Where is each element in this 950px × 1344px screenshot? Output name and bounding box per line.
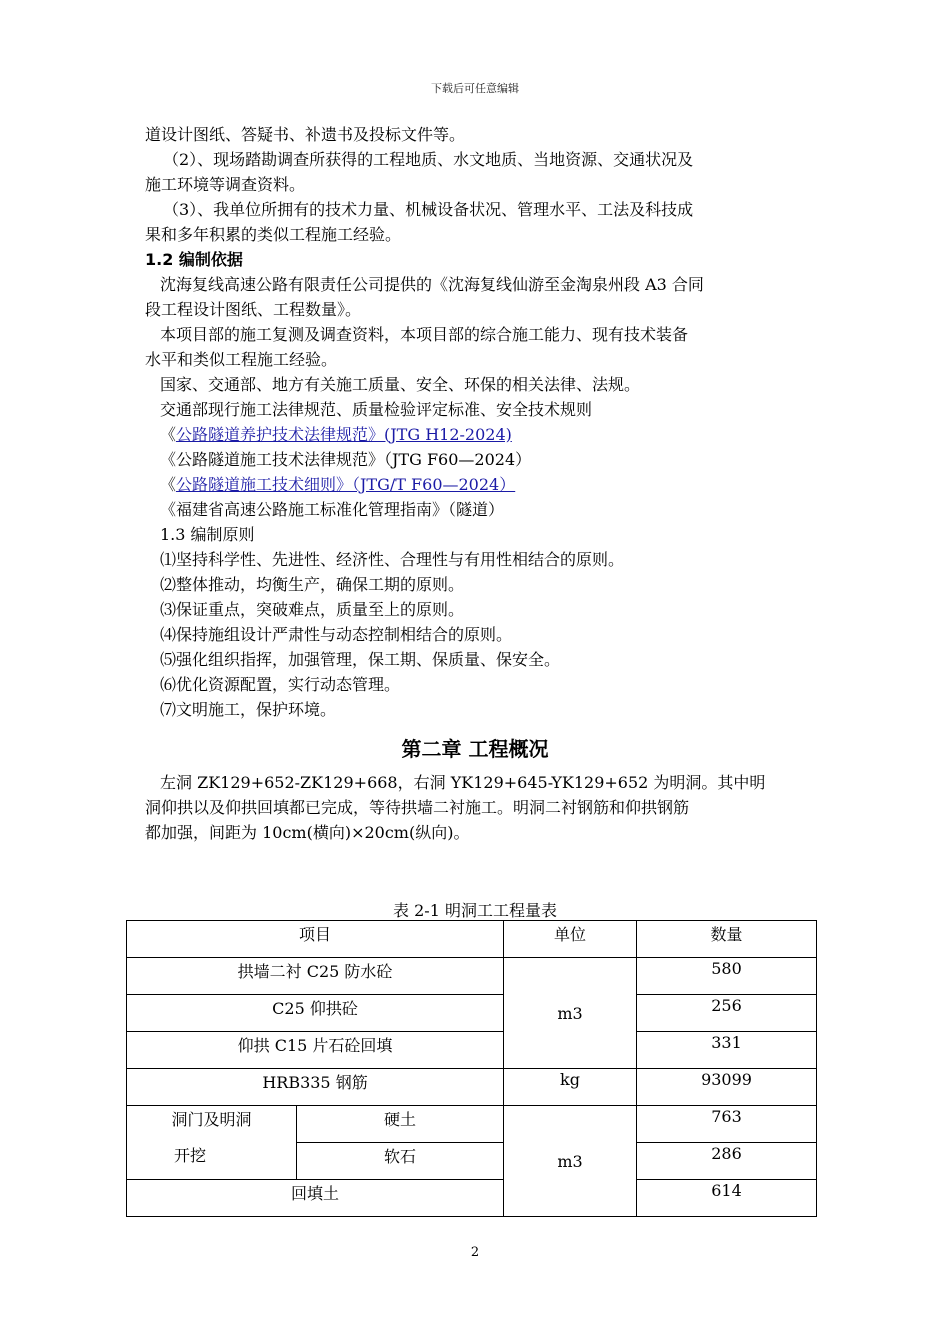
reference-line-1	[160, 424, 512, 446]
overview-line: 洞仰拱以及仰拱回填都已完成，等待拱墙二衬施工。明洞二衬钢筋和仰拱钢筋	[145, 798, 690, 817]
table-row	[127, 958, 817, 995]
text-line: 交通部现行施工法律规范、质量检验评定标准、安全技术规则	[160, 400, 593, 419]
principle-item: ⑸强化组织指挥，加强管理，保工期、保质量、保安全。	[160, 650, 561, 669]
cell-unit: kg	[504, 1069, 637, 1106]
header-qty: 数量	[637, 921, 817, 958]
group-label-line: 洞门及明洞	[171, 1110, 252, 1129]
section-heading-1-3: 1.3 编制原则	[160, 525, 255, 544]
header-unit: 单位	[504, 921, 637, 958]
table-row	[127, 1032, 817, 1069]
cell-qty: 286	[637, 1143, 817, 1180]
table-header-row	[127, 921, 817, 958]
text-line: 道设计图纸、答疑书、补遗书及投标文件等。	[145, 125, 466, 144]
principle-item: ⑴坚持科学性、先进性、经济性、合理性与有用性相结合的原则。	[160, 550, 625, 569]
table-row	[127, 1069, 817, 1106]
text-line: 本项目部的施工复测及调查资料，本项目部的综合施工能力、现有技术装备	[160, 325, 689, 344]
cell-qty: 331	[637, 1032, 817, 1069]
reference-open-bracket: 《	[160, 475, 177, 494]
page-number: 2	[470, 1245, 480, 1260]
cell-qty: 93099	[637, 1069, 817, 1106]
text-line: （3）、我单位所拥有的技术力量、机械设备状况、管理水平、工法及科技成	[163, 200, 694, 219]
text-line: 沈海复线高速公路有限责任公司提供的《沈海复线仙游至金淘泉州段 A3 合同	[160, 275, 704, 294]
text-line: 水平和类似工程施工经验。	[145, 350, 338, 369]
reference-line-4: 《福建省高速公路施工标准化管理指南》（隧道）	[160, 500, 505, 519]
table-row	[127, 1180, 817, 1217]
header-item: 项目	[127, 921, 504, 958]
cell-item: 回填土	[127, 1180, 504, 1217]
cell-qty: 614	[637, 1180, 817, 1217]
text-line: 国家、交通部、地方有关施工质量、安全、环保的相关法律、法规。	[160, 375, 641, 394]
group-label-line: 开挖	[174, 1146, 207, 1165]
reference-open-bracket: 《	[160, 425, 177, 444]
cell-item: 拱墙二衬 C25 防水砼	[127, 958, 504, 995]
section-heading-1-2: 1.2 编制依据	[145, 250, 243, 269]
cell-qty: 256	[637, 995, 817, 1032]
text-line: 果和多年积累的类似工程施工经验。	[145, 225, 402, 244]
table-row	[127, 1106, 817, 1143]
chapter-title: 第二章 工程概况	[401, 737, 549, 761]
cell-unit: m3	[504, 958, 637, 1069]
principle-item: ⑹优化资源配置，实行动态管理。	[160, 675, 401, 694]
cell-item: C25 仰拱砼	[127, 995, 504, 1032]
principle-item: ⑵整体推动，均衡生产，确保工期的原则。	[160, 575, 465, 594]
text-line: 段工程设计图纸、工程数量》。	[145, 300, 362, 319]
overview-line: 都加强，间距为 10cm(横向)×20cm(纵向)。	[145, 823, 470, 842]
page-header: 下载后可任意编辑	[431, 82, 519, 95]
cell-group	[127, 1106, 297, 1180]
cell-item: 仰拱 C15 片石砼回填	[127, 1032, 504, 1069]
quantity-table	[126, 920, 817, 1217]
principle-item: ⑺文明施工，保护环境。	[160, 700, 337, 719]
cell-item: HRB335 钢筋	[127, 1069, 504, 1106]
overview-line: 左洞 ZK129+652-ZK129+668，右洞 YK129+645-YK129+652 为明洞。其中明	[160, 773, 766, 792]
principle-item: ⑷保持施组设计严肃性与动态控制相结合的原则。	[160, 625, 513, 644]
reference-link-jtg-h12[interactable]: 公路隧道养护技术法律规范》(JTG H12-2024)	[176, 425, 512, 444]
text-line: （2）、现场踏勘调查所获得的工程地质、水文地质、当地资源、交通状况及	[163, 150, 694, 169]
cell-sub: 软石	[297, 1143, 504, 1180]
reference-line-3	[160, 474, 515, 496]
reference-link-jtg-f60[interactable]: 公路隧道施工技术细则》（JTG/T F60—2024）	[176, 475, 516, 494]
cell-sub: 硬土	[297, 1106, 504, 1143]
cell-qty: 763	[637, 1106, 817, 1143]
cell-unit: m3	[504, 1106, 637, 1217]
reference-line-2: 《公路隧道施工技术法律规范》（JTG F60—2024）	[160, 450, 532, 469]
table-row	[127, 995, 817, 1032]
principle-item: ⑶保证重点，突破难点，质量至上的原则。	[160, 600, 465, 619]
text-line: 施工环境等调查资料。	[145, 175, 306, 194]
cell-qty: 580	[637, 958, 817, 995]
table-caption: 表 2-1 明洞工工程量表	[393, 901, 557, 920]
